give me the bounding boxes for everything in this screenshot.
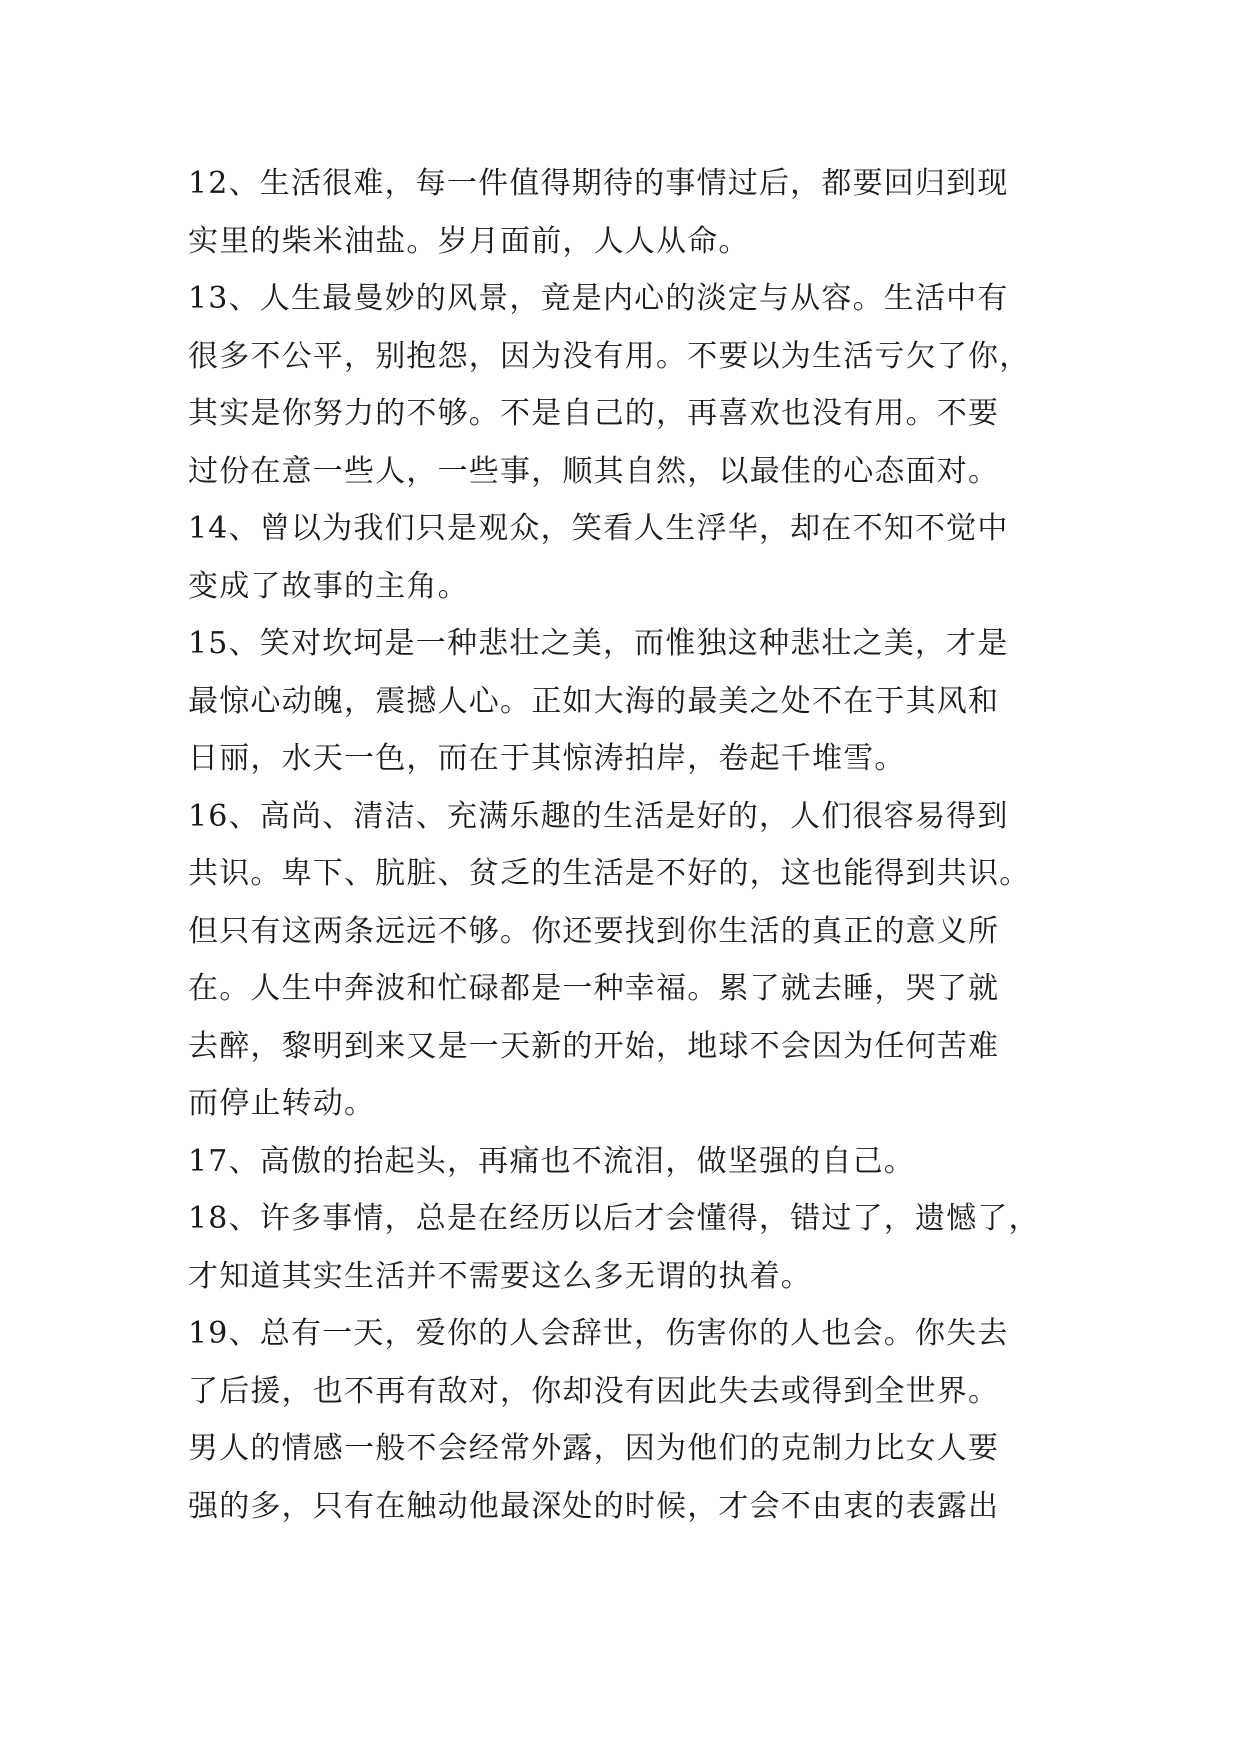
text-line: 过份在意一些人，一些事，顺其自然，以最佳的心态面对。	[188, 453, 1000, 489]
text-line: 去醉，黎明到来又是一天新的开始，地球不会因为任何苦难	[188, 1028, 1000, 1064]
text-line: 15、笑对坎坷是一种悲壮之美，而惟独这种悲壮之美，才是	[188, 626, 1009, 661]
text-line: 很多不公平，别抱怨，因为没有用。不要以为生活亏欠了你，	[188, 338, 1031, 374]
text-line: 实里的柴米油盐。岁月面前，人人从命。	[188, 223, 750, 259]
text-line: 共识。卑下、肮脏、贫乏的生活是不好的，这也能得到共识。	[188, 856, 1031, 891]
text-line: 14、曾以为我们只是观众，笑看人生浮华，却在不知不觉中	[188, 511, 1009, 546]
text-line: 了后援，也不再有敌对，你却没有因此失去或得到全世界。	[188, 1373, 1000, 1409]
text-line: 才知道其实生活并不需要这么多无谓的执着。	[188, 1258, 812, 1294]
text-line: 19、总有一天，爱你的人会辞世，伤害你的人也会。你失去	[188, 1316, 1009, 1351]
text-line: 最惊心动魄，震撼人心。正如大海的最美之处不在于其风和	[188, 683, 1000, 719]
text-line: 男人的情感一般不会经常外露，因为他们的克制力比女人要	[188, 1431, 1000, 1466]
text-line: 16、高尚、清洁、充满乐趣的生活是好的，人们很容易得到	[188, 798, 1009, 834]
text-line: 强的多，只有在触动他最深处的时候，才会不由衷的表露出	[188, 1488, 1000, 1524]
text-line: 但只有这两条远远不够。你还要找到你生活的真正的意义所	[188, 913, 1000, 949]
text-line: 日丽，水天一色，而在于其惊涛拍岸，卷起千堆雪。	[188, 741, 906, 776]
text-line: 在。人生中奔波和忙碌都是一种幸福。累了就去睡，哭了就	[188, 971, 1000, 1006]
text-line: 18、许多事情，总是在经历以后才会懂得，错过了，遗憾了，	[188, 1201, 1040, 1236]
text-line: 12、生活很难，每一件值得期待的事情过后，都要回归到现	[188, 166, 1009, 201]
document-body	[188, 155, 1068, 1535]
text-line: 17、高傲的抬起头，再痛也不流泪，做坚强的自己。	[188, 1143, 915, 1179]
text-line: 而停止转动。	[188, 1086, 376, 1121]
text-line: 变成了故事的主角。	[188, 568, 469, 604]
text-line: 13、人生最曼妙的风景，竟是内心的淡定与从容。生活中有	[188, 281, 1009, 316]
text-line: 其实是你努力的不够。不是自己的，再喜欢也没有用。不要	[188, 396, 1000, 431]
